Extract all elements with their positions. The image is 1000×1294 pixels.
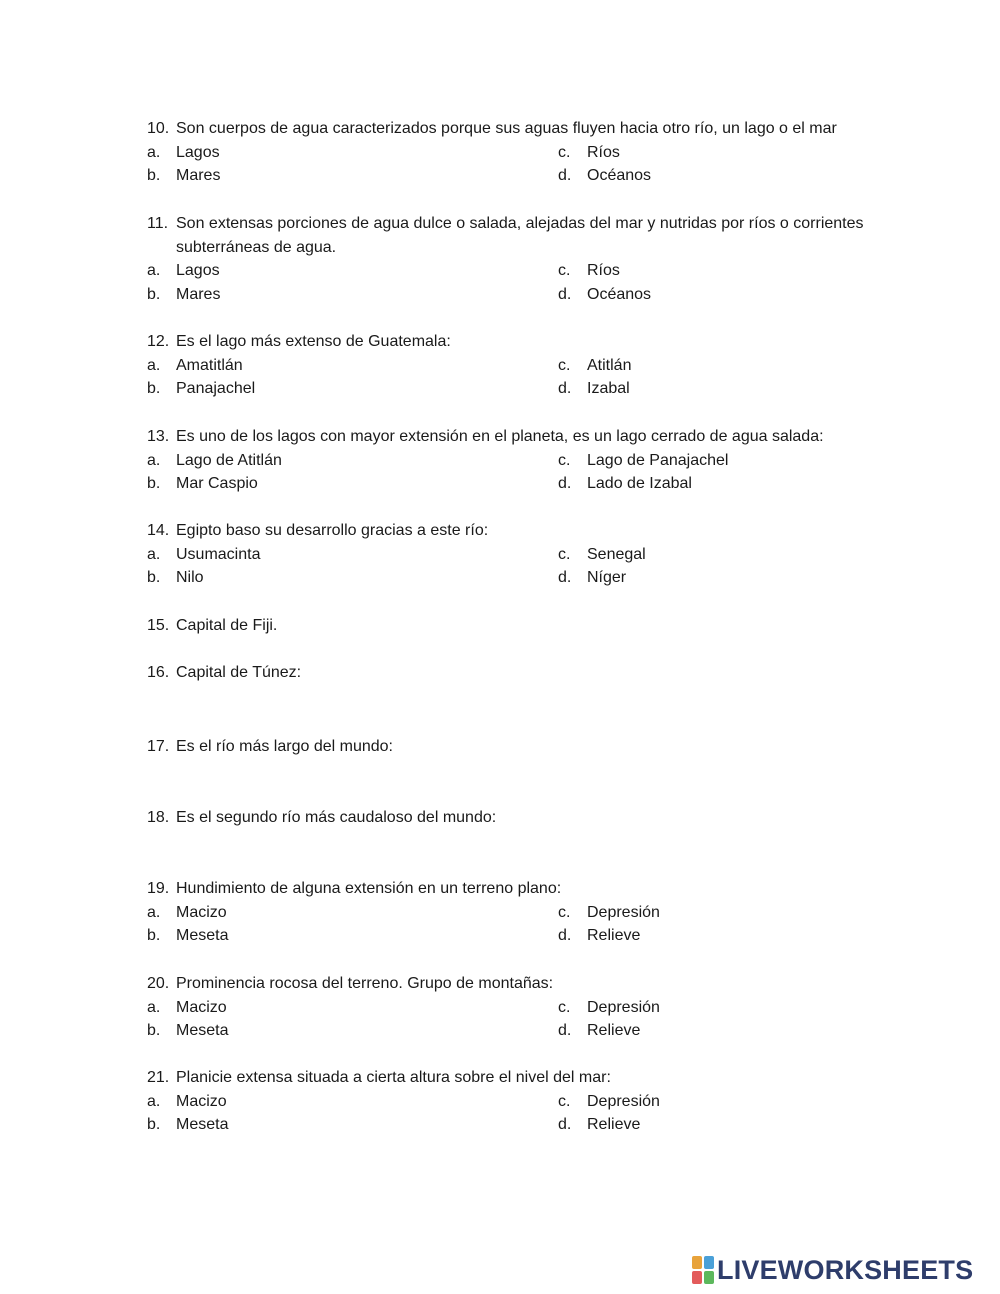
question-number: 13.	[147, 428, 170, 445]
question-number: 15.	[147, 617, 170, 634]
option-a[interactable]: a. Macizo	[147, 996, 558, 1020]
option-a-text: Macizo	[176, 1092, 227, 1110]
question-14	[147, 519, 887, 590]
option-d[interactable]: d. Relieve	[558, 1019, 858, 1043]
option-a-text: Lagos	[176, 262, 220, 279]
option-d-text: Relieve	[587, 1116, 641, 1133]
option-a[interactable]: a. Macizo	[147, 901, 558, 925]
option-b[interactable]: b. Meseta	[147, 924, 558, 948]
option-d[interactable]: d. Relieve	[558, 924, 858, 948]
option-c-text: Ríos	[587, 143, 620, 161]
question-number: 12.	[147, 333, 170, 350]
question-17	[147, 735, 887, 759]
option-a[interactable]: a. Amatitlán	[147, 354, 558, 378]
option-c[interactable]: c. Depresión	[558, 901, 858, 925]
option-c[interactable]: c. Depresión	[558, 1090, 858, 1114]
question-text: Es el segundo río más caudaloso del mundo:	[176, 809, 497, 826]
question-number: 16.	[147, 664, 170, 681]
option-c[interactable]: c. Ríos	[558, 259, 858, 283]
option-a[interactable]: a. Usumacinta	[147, 543, 558, 567]
question-number: 18.	[147, 809, 170, 826]
question-20	[147, 972, 887, 1043]
option-c-text: Ríos	[587, 262, 620, 279]
question-number: 11.	[147, 215, 169, 232]
option-a[interactable]: a. Lagos	[147, 141, 558, 165]
option-b[interactable]: b. Mar Caspio	[147, 472, 558, 496]
option-b[interactable]: b. Mares	[147, 164, 558, 188]
option-d[interactable]: d. Níger	[558, 566, 858, 590]
question-number: 10.	[147, 120, 170, 137]
option-a-text: Macizo	[176, 903, 227, 921]
option-b[interactable]: b. Meseta	[147, 1019, 558, 1043]
option-a[interactable]: a. Lago de Atitlán	[147, 449, 558, 473]
logo-text: LIVEWORKSHEETS	[717, 1254, 974, 1285]
option-a-text: Usumacinta	[176, 545, 261, 563]
option-c-text: Depresión	[587, 1092, 660, 1110]
option-b[interactable]: b. Panajachel	[147, 377, 558, 401]
option-b-text: Mares	[176, 285, 221, 303]
question-13	[147, 425, 887, 496]
liveworksheets-logo-icon	[692, 1256, 714, 1284]
liveworksheets-logo	[692, 1252, 973, 1288]
option-c-text: Depresión	[587, 998, 660, 1016]
question-number: 21.	[147, 1069, 170, 1086]
question-text: Egipto baso su desarrollo gracias a este río:	[176, 522, 489, 539]
option-a-text: Lago de Atitlán	[176, 451, 282, 469]
question-text: Prominencia rocosa del terreno. Grupo de montañas:	[176, 975, 554, 992]
option-d[interactable]: d. Océanos	[558, 283, 858, 307]
option-c[interactable]: c. Senegal	[558, 543, 858, 567]
option-c-text: Lago de Panajachel	[587, 451, 729, 469]
option-a-text: Macizo	[176, 998, 227, 1016]
question-text: Capital de Túnez:	[176, 664, 302, 681]
option-c[interactable]: c. Atitlán	[558, 354, 858, 378]
question-text: Es el río más largo del mundo:	[176, 738, 393, 755]
question-21	[147, 1066, 887, 1137]
question-12	[147, 330, 887, 401]
option-b-text: Mares	[176, 167, 221, 184]
option-d[interactable]: d. Lado de Izabal	[558, 472, 858, 496]
option-a-text: Lagos	[176, 143, 220, 161]
question-11	[147, 212, 887, 306]
option-b[interactable]: b. Meseta	[147, 1113, 558, 1137]
question-number: 17.	[147, 738, 170, 755]
option-d-text: Relieve	[587, 1022, 641, 1039]
question-10	[147, 117, 887, 188]
option-d-text: Izabal	[587, 380, 630, 397]
option-b-text: Meseta	[176, 1022, 229, 1039]
question-19	[147, 877, 887, 948]
question-text: Son cuerpos de agua caracterizados porque sus aguas fluyen hacia otro río, un lago o el mar	[176, 120, 837, 137]
option-d[interactable]: d. Izabal	[558, 377, 858, 401]
question-text: Es el lago más extenso de Guatemala:	[176, 333, 451, 350]
question-number: 20.	[147, 975, 170, 992]
question-text: Hundimiento de alguna extensión en un terreno plano:	[176, 880, 562, 897]
option-b-text: Nilo	[176, 569, 204, 586]
question-text: Planicie extensa situada a cierta altura sobre el nivel del mar:	[176, 1069, 611, 1086]
option-d[interactable]: d. Relieve	[558, 1113, 858, 1137]
option-d-text: Lado de Izabal	[587, 475, 692, 492]
option-b-text: Panajachel	[176, 380, 256, 397]
question-15	[147, 614, 887, 638]
option-d-text: Océanos	[587, 285, 652, 303]
option-a[interactable]: a. Macizo	[147, 1090, 558, 1114]
question-18	[147, 806, 887, 830]
option-b-text: Meseta	[176, 1116, 229, 1133]
question-number: 14.	[147, 522, 170, 539]
option-b-text: Meseta	[176, 927, 229, 944]
question-text: Son extensas porciones de agua dulce o salada, alejadas del mar y nutridas por ríos o corrientes subterráneas de agua.	[176, 215, 864, 256]
question-number: 19.	[147, 880, 170, 897]
option-d-text: Relieve	[587, 927, 641, 944]
question-text: Es uno de los lagos con mayor extensión en el planeta, es un lago cerrado de agua salada:	[176, 428, 824, 445]
option-a-text: Amatitlán	[176, 356, 243, 374]
option-b[interactable]: b. Mares	[147, 283, 558, 307]
option-c-text: Senegal	[587, 545, 646, 563]
option-d-text: Océanos	[587, 167, 652, 184]
option-a[interactable]: a. Lagos	[147, 259, 558, 283]
option-d-text: Níger	[587, 569, 627, 586]
question-16	[147, 661, 887, 685]
option-c-text: Depresión	[587, 903, 660, 921]
option-c[interactable]: c. Ríos	[558, 141, 858, 165]
option-d[interactable]: d. Océanos	[558, 164, 858, 188]
option-b-text: Mar Caspio	[176, 475, 258, 492]
question-text: Capital de Fiji.	[176, 617, 278, 634]
option-b[interactable]: b. Nilo	[147, 566, 558, 590]
option-c-text: Atitlán	[587, 356, 632, 374]
option-c[interactable]: c. Lago de Panajachel	[558, 449, 858, 473]
option-c[interactable]: c. Depresión	[558, 996, 858, 1020]
